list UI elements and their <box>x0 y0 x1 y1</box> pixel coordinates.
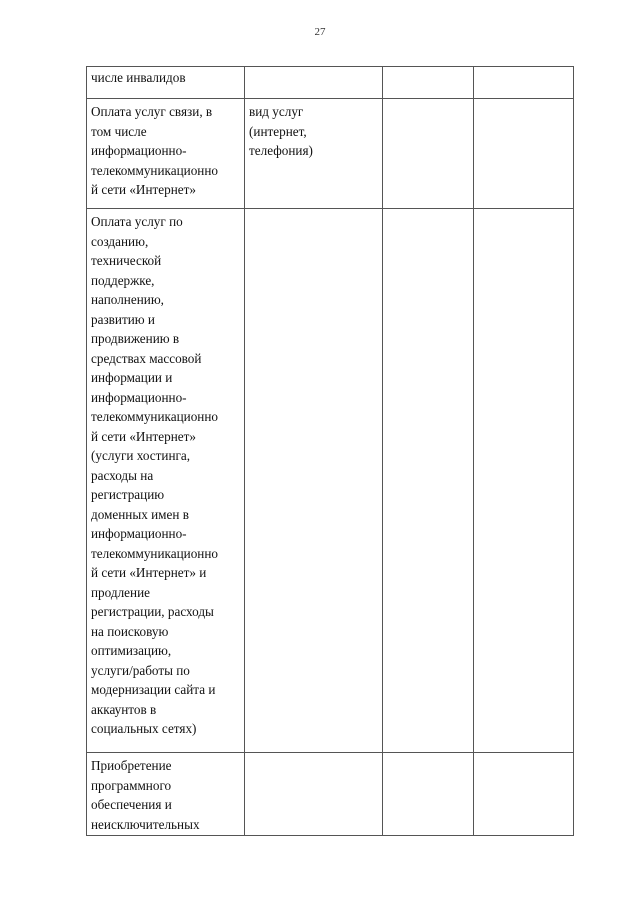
table-cell <box>245 67 383 99</box>
table-cell <box>383 209 474 753</box>
table-cell <box>474 753 574 836</box>
table-cell <box>474 67 574 99</box>
table-cell <box>474 209 574 753</box>
table-row <box>87 753 574 836</box>
table-cell: Оплата услуг связи, в том числе информационно- телекоммуникационно й сети «Интернет» <box>87 99 245 209</box>
table-cell <box>383 753 474 836</box>
table-row <box>87 209 574 753</box>
table-cell: вид услуг (интернет, телефония) <box>245 99 383 209</box>
table-cell <box>383 67 474 99</box>
table-cell: числе инвалидов <box>87 67 245 99</box>
table-cell <box>383 99 474 209</box>
table-row <box>87 67 574 99</box>
document-table <box>86 66 574 836</box>
table-cell <box>245 209 383 753</box>
table-cell <box>474 99 574 209</box>
table-cell: Приобретение программного обеспечения и неисключительных <box>87 753 245 836</box>
page-number: 27 <box>314 26 326 38</box>
table-cell: Оплата услуг по созданию, технической поддержке, наполнению, развитию и продвижению в средствах массовой информации и информационно- телекоммуникационно й сети «Интернет» (услуги хостинга, расходы на регистрацию доменных имен в информационно- телекоммуникационно й сети «Интернет» и продление регистрации, расходы на поисковую оптимизацию, услуги/работы по модернизации сайта и аккаунтов в социальных сетях) <box>87 209 245 753</box>
table-row <box>87 99 574 209</box>
table-cell <box>245 753 383 836</box>
